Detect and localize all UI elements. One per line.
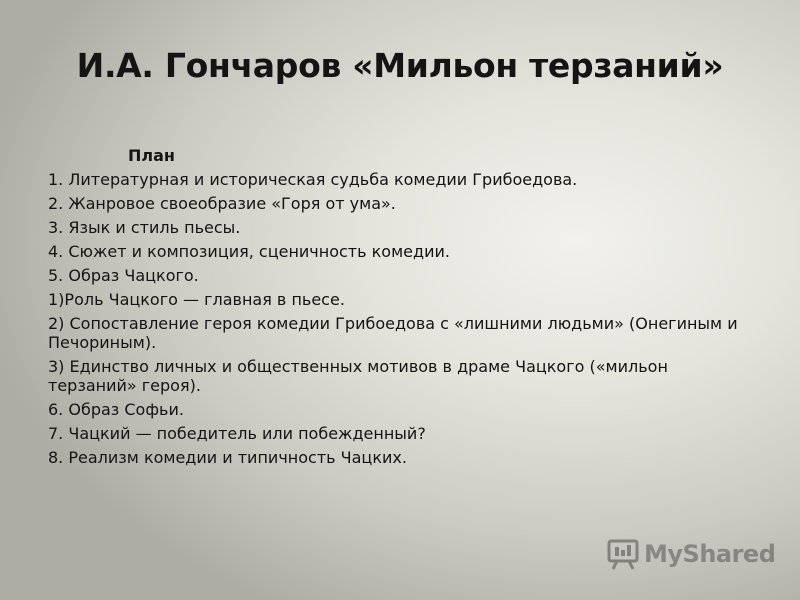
plan-item: 6. Образ Софьи. bbox=[48, 400, 184, 419]
plan-subitem: 1)Роль Чацкого — главная в пьесе. bbox=[48, 290, 345, 309]
plan-item: 5. Образ Чацкого. bbox=[48, 266, 199, 285]
plan-heading: План bbox=[128, 146, 175, 165]
plan-subitem: 3) Единство личных и общественных мотивов в драме Чацкого («мильон терзаний» героя). bbox=[48, 357, 668, 395]
plan-subitem: 2) Сопоставление героя комедии Грибоедова с «лишними людьми» (Онегиным и Печориным). bbox=[48, 314, 738, 352]
presentation-board-icon bbox=[606, 537, 640, 571]
plan-item: 7. Чацкий — победитель или побежденный? bbox=[48, 424, 426, 443]
plan-item: 2. Жанровое своеобразие «Горя от ума». bbox=[48, 194, 396, 213]
plan-list bbox=[48, 170, 758, 472]
watermark-text: MyShared bbox=[644, 540, 776, 568]
plan-item: 4. Сюжет и композиция, сценичность комедии. bbox=[48, 242, 450, 261]
plan-item: 8. Реализм комедии и типичность Чацких. bbox=[48, 448, 407, 467]
plan-item: 1. Литературная и историческая судьба комедии Грибоедова. bbox=[48, 170, 578, 189]
watermark-logo bbox=[606, 536, 775, 572]
plan-item: 3. Язык и стиль пьесы. bbox=[48, 218, 241, 237]
slide-title: И.А. Гончаров «Мильон терзаний» bbox=[76, 46, 724, 85]
